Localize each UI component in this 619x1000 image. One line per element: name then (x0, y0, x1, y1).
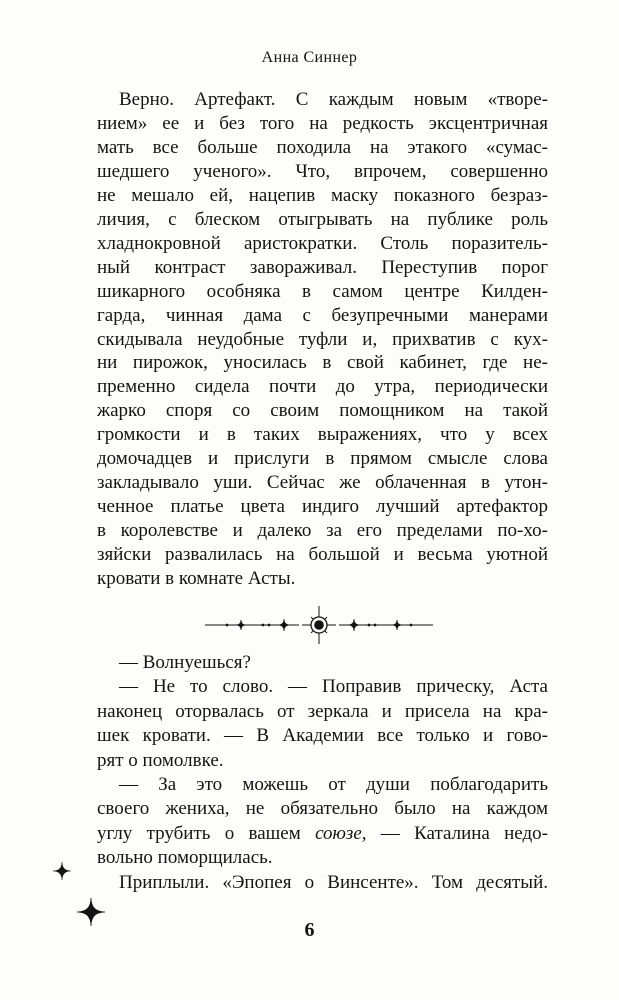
paragraph-line: мать все больше походила на этакого «сумас- (97, 136, 548, 158)
dialogue-text: углу трубить о вашем (97, 822, 316, 844)
dialogue-line: рят о помолвке. (97, 749, 224, 771)
paragraph-line: ни пирожок, уносилась в свой кабинет, где не- (97, 352, 548, 374)
paragraph-line: громкости и в таких выражениях, что у всех (97, 424, 548, 446)
paragraph-line: скидывала неудобные туфли и, прихватив с кух- (97, 328, 548, 350)
paragraph-line: нием» ее и без того на редкость эксцентричная (97, 112, 548, 134)
paragraph-line: не мешало ей, нацепив маску показного безраз- (97, 184, 548, 206)
paragraph-line: шедшего ученого». Что, впрочем, совершенно (97, 160, 548, 182)
dialogue-line: наконец оторвалась от зеркала и присела на кра- (97, 700, 548, 722)
dialogue-line: своего жениха, не обязательно было на каждом (97, 798, 548, 820)
dialogue-line: шек кровати. — В Академии все только и гово- (97, 725, 548, 747)
paragraph-line: кровати в комнате Асты. (97, 568, 296, 590)
dialogue-text: — Каталина недо- (366, 822, 548, 844)
paragraph-line: пременно сидела почти до утра, периодически (97, 376, 548, 398)
dialogue-line-with-italic (97, 822, 548, 846)
paragraph-line: закладывало уши. Сейчас же облаченная в утон- (97, 472, 548, 494)
dialogue-line: Приплыли. «Эпопея о Винсенте». Том десятый. (119, 871, 548, 893)
dialogue-block (97, 651, 548, 895)
paragraph-line: Верно. Артефакт. С каждым новым «творе- (119, 89, 548, 110)
running-head-author: Анна Синнер (261, 49, 358, 66)
ornamental-divider-icon (199, 605, 439, 645)
paragraph-line: зяйски развалилась на большой и весьма уютной (97, 544, 548, 566)
dialogue-line: — За это можешь от души поблагодарить (119, 774, 548, 796)
narrative-paragraph (97, 88, 548, 591)
paragraph-line: в королевстве и далеко за его пределами по-хо- (97, 520, 548, 542)
small-sparkle-star-icon (52, 861, 72, 881)
dialogue-line: — Волнуешься? (119, 652, 251, 673)
paragraph-line: домочадцев и прислуги в прямом смысле слова (97, 448, 548, 470)
dialogue-line: — Не то слово. — Поправив прическу, Аста (119, 676, 548, 698)
italic-word: союзе, (315, 822, 367, 844)
dialogue-line: вольно поморщилась. (97, 847, 273, 869)
paragraph-line: ченное платье цвета индиго лучший артефактор (97, 496, 548, 518)
paragraph-line: личия, с блеском отыгрывать на публике роль (97, 208, 548, 230)
paragraph-line: шикарного особняка в самом центре Килден- (97, 280, 548, 302)
paragraph-line: гарда, чинная дама с безупречными манерами (97, 304, 548, 326)
paragraph-line: жарко споря со своим помощником на такой (97, 400, 548, 422)
page-number: 6 (304, 919, 315, 941)
paragraph-line: хладнокровной аристократки. Столь поразитель- (97, 232, 548, 254)
paragraph-line: ный контраст завораживал. Переступив порог (97, 256, 548, 278)
